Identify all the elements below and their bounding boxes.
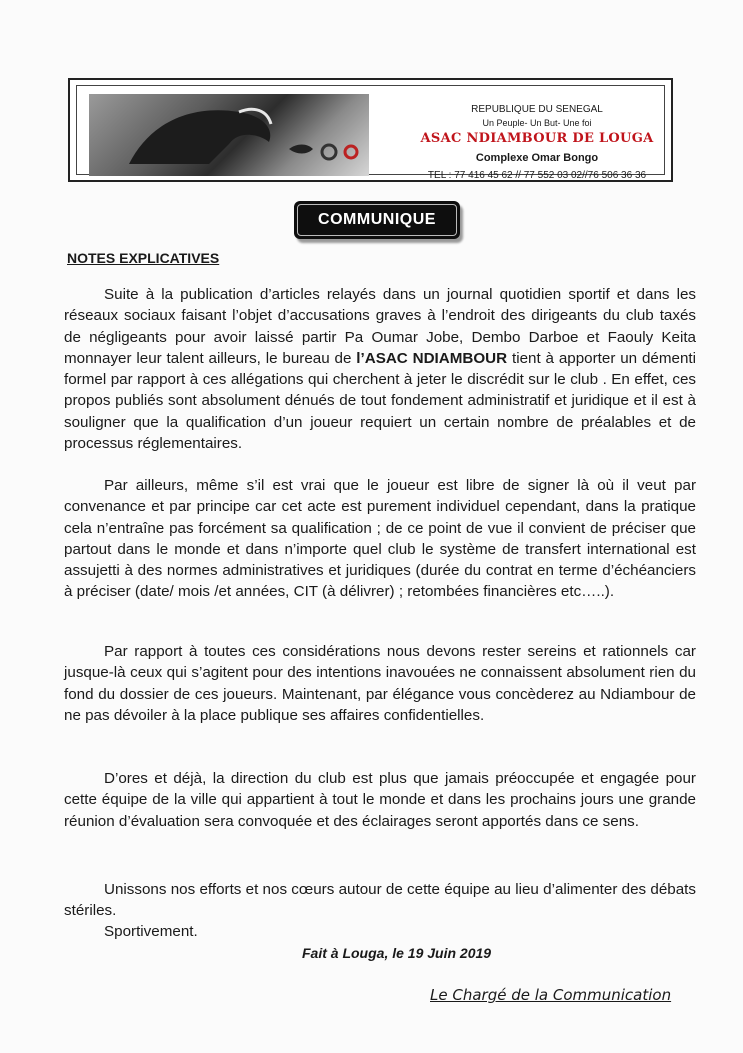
club-logo	[89, 94, 369, 176]
paragraph-3: Par rapport à toutes ces considérations nous devons rester sereins et rationnels car jusque-là ceux qui s’agitent pour des intentions inavouées ne connaissent absolument rien du fond du dossier de ces joueurs. Maintenant, par élégance vous concèderez au Ndiambour de ne pas dévoiler à la place publique ses affaires confidentielles.	[64, 643, 696, 724]
paragraph-1	[64, 284, 696, 454]
communique-banner: COMMUNIQUE	[294, 201, 460, 239]
horse-logo-icon	[89, 94, 369, 176]
club-phone: TEL : 77 416 45 62 // 77 552 03 02//76 506 36 36	[427, 170, 647, 181]
paragraph-4: D’ores et déjà, la direction du club est plus que jamais préoccupée et engagée pour cette équipe de la ville qui appartient à tout le monde et dans les prochains jours une grande réunion d’évaluation sera convoquée et des éclairages seront apportés dans ce sens.	[64, 770, 696, 830]
signoff: Sportivement.	[104, 923, 198, 940]
notes-heading: NOTES EXPLICATIVES	[67, 250, 220, 266]
paragraph-2: Par ailleurs, même s’il est vrai que le joueur est libre de signer là où il veut par convenance et par principe car cet acte est purement individuel cependant, dans la pratique cela n’entraîne pas forcément sa qualification ; de ce point de vue il convient de préciser que partout dans le monde et dans n’importe quel club le système de transfert international est assujetti à des normes administratives et juridiques (durée du contrat en terme d’échéanciers à préciser (date/ mois /et années, CIT (à délivrer) ; retombées financières etc…..).	[64, 477, 696, 601]
place-date: Fait à Louga, le 19 Juin 2019	[302, 945, 492, 961]
republic-label: REPUBLIQUE DU SENEGAL	[471, 104, 603, 115]
paragraph-5: Unissons nos efforts et nos cœurs autour de cette équipe au lieu d’alimenter des débats stériles.	[64, 881, 696, 920]
paragraph-1-text-b: tient à apporter un démenti formel par rapport à ces allégations qui cherchent à jeter le discrédit sur le club . En effet, ces propos publiés sont absolument dénués de tout fondement administratif et juridique et il est à souligner que la qualification d’un joueur requiert un certain nombre de préalables et de processus réglementaires.	[64, 349, 697, 453]
paragraph-1-club: l’ASAC NDIAMBOUR	[356, 349, 508, 367]
signature-title: Le Chargé de la Communication	[430, 986, 672, 1004]
club-name: ASAC NDIAMBOUR DE LOUGA	[420, 131, 654, 146]
club-complex: Complexe Omar Bongo	[475, 152, 599, 164]
national-motto: Un Peuple- Un But- Une foi	[482, 118, 592, 128]
letterhead-frame	[76, 85, 665, 181]
paragraph-1-text-a: Suite à la publication d’articles relayés dans un journal quotidien sportif et dans les réseaux sociaux faisant l’objet d’accusations graves à l’endroit des dirigeants du club taxés de négligeants pour avoir laissé partir Pa Oumar Jobe, Dembo Darboe et Faouly Keita monnayer leur talent ailleurs, le bureau de	[64, 286, 696, 367]
letterhead	[68, 78, 673, 182]
